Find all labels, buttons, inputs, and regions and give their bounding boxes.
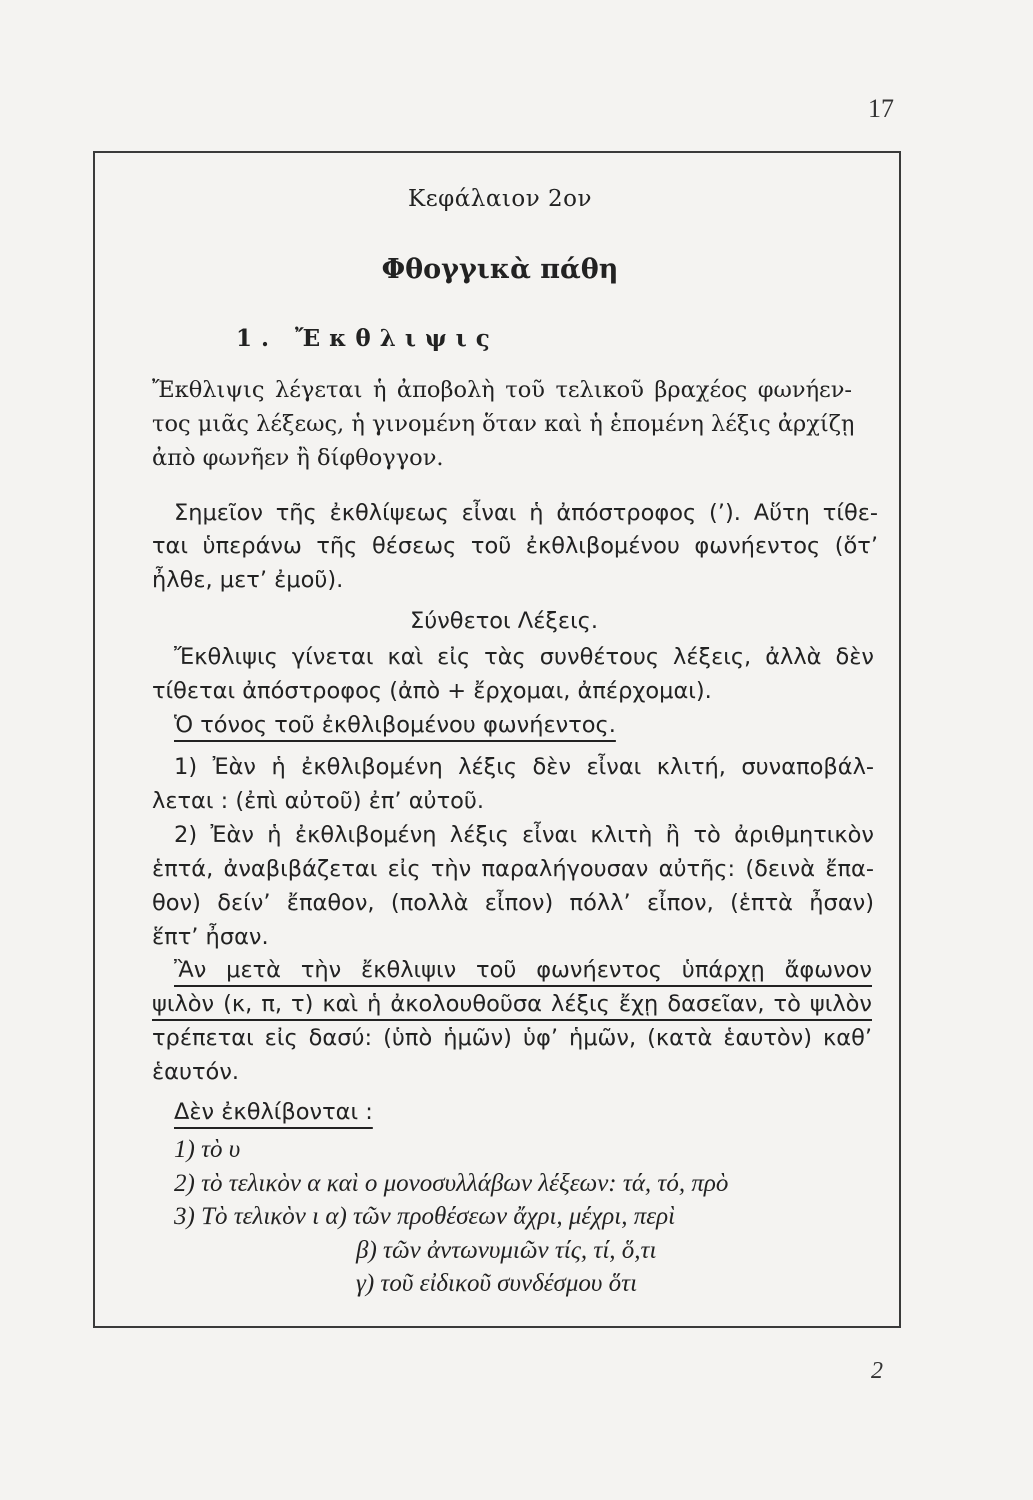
sign-line: Σημεῖον τῆς ἐκθλίψεως εἶναι ἡ ἀπόστροφος (’). Αὕτη τίθε-	[174, 500, 878, 526]
exception-item: 1) τὸ υ	[174, 1136, 241, 1163]
frame-bottom-rule	[93, 1326, 901, 1328]
rule-two-line: θον) δείν’ ἔπαθον, (πολλὰ εἶπον) πόλλ’ εἶπον, (ἑπτὰ ἦσαν)	[152, 890, 874, 916]
rule-two-line: 2) Ἐὰν ἡ ἐκθλιβομένη λέξις εἶναι κλιτὴ ἢ τὸ ἀριθμητικὸν	[174, 822, 874, 848]
definition-line: Ἔκθλιψις λέγεται ἡ ἀποβολὴ τοῦ τελικοῦ βραχέος φωνήεν-	[152, 377, 852, 403]
definition-line: ἀπὸ φωνῆεν ἢ δίφθογγον.	[152, 445, 444, 471]
chapter-title: Κεφάλαιον 2ον	[408, 186, 592, 212]
rule-two-line: ἑπτά, ἀναβιβάζεται εἰς τὴν παραλήγουσαν αὐτῆς: (δεινὰ ἔπα-	[152, 856, 874, 882]
rule-one-line: 1) Ἐὰν ἡ ἐκθλιβομένη λέξις δὲν εἶναι κλιτή, συναποβάλ-	[174, 754, 874, 780]
exception-item: 3) Τὸ τελικὸν ι α) τῶν προθέσεων ἄχρι, μέχρι, περὶ	[174, 1203, 676, 1230]
aspiration-line: τρέπεται εἰς δασύ: (ὑπὸ ἡμῶν) ὑφ’ ἡμῶν, (κατὰ ἑαυτὸν) καθ’	[152, 1025, 872, 1051]
frame-right-rule	[899, 151, 901, 1328]
subsection-title: 1. Ἔκθλιψις	[236, 325, 499, 352]
accent-heading: Ὁ τόνος τοῦ ἐκθλιβομένου φωνήεντος.	[174, 712, 616, 738]
rule-two-line: ἕπτ’ ἦσαν.	[152, 924, 269, 950]
exception-item: 2) τὸ τελικὸν α καὶ ο μονοσυλλάβων λέξεων: τά, τό, πρὸ	[174, 1170, 729, 1197]
definition-line: τος μιᾶς λέξεως, ἡ γινομένη ὅταν καὶ ἡ ἑπομένη λέξις ἀρχίζῃ	[152, 411, 855, 437]
page-number: 17	[868, 94, 894, 123]
frame-left-rule	[93, 151, 95, 1328]
compound-line: Ἔκθλιψις γίνεται καὶ εἰς τὰς συνθέτους λέξεις, ἀλλὰ δὲν	[174, 644, 874, 670]
exceptions-heading: Δὲν ἐκθλίβονται :	[174, 1099, 373, 1125]
aspiration-line: Ἂν μετὰ τὴν ἔκθλιψιν τοῦ φωνήεντος ὑπάρχῃ ἄφωνον	[174, 957, 872, 983]
sign-line: ται ὑπεράνω τῆς θέσεως τοῦ ἐκθλιβομένου φωνήεντος (ὅτ’	[152, 533, 878, 559]
frame-top-rule	[93, 151, 901, 153]
exception-item: β) τῶν ἀντωνυμιῶν τίς, τί, ὅ,τι	[356, 1237, 657, 1264]
section-title: Φθογγικὰ πάθη	[381, 254, 619, 285]
compound-line: τίθεται ἀπόστροφος (ἀπὸ + ἔρχομαι, ἀπέρχομαι).	[152, 678, 712, 704]
exception-item: γ) τοῦ εἰδικοῦ συνδέσμου ὅτι	[356, 1270, 638, 1297]
compound-heading: Σύνθετοι Λέξεις.	[410, 608, 599, 634]
sign-line: ἦλθε, μετ’ ἐμοῦ).	[152, 567, 344, 593]
signature-mark: 2	[871, 1358, 883, 1384]
rule-one-line: λεται : (ἐπὶ αὐτοῦ) ἐπ’ αὐτοῦ.	[152, 788, 485, 814]
aspiration-line: ψιλὸν (κ, π, τ) καὶ ἡ ἀκολουθοῦσα λέξις ἔχῃ δασεῖαν, τὸ ψιλὸν	[152, 991, 872, 1017]
aspiration-line: ἑαυτόν.	[152, 1059, 240, 1085]
